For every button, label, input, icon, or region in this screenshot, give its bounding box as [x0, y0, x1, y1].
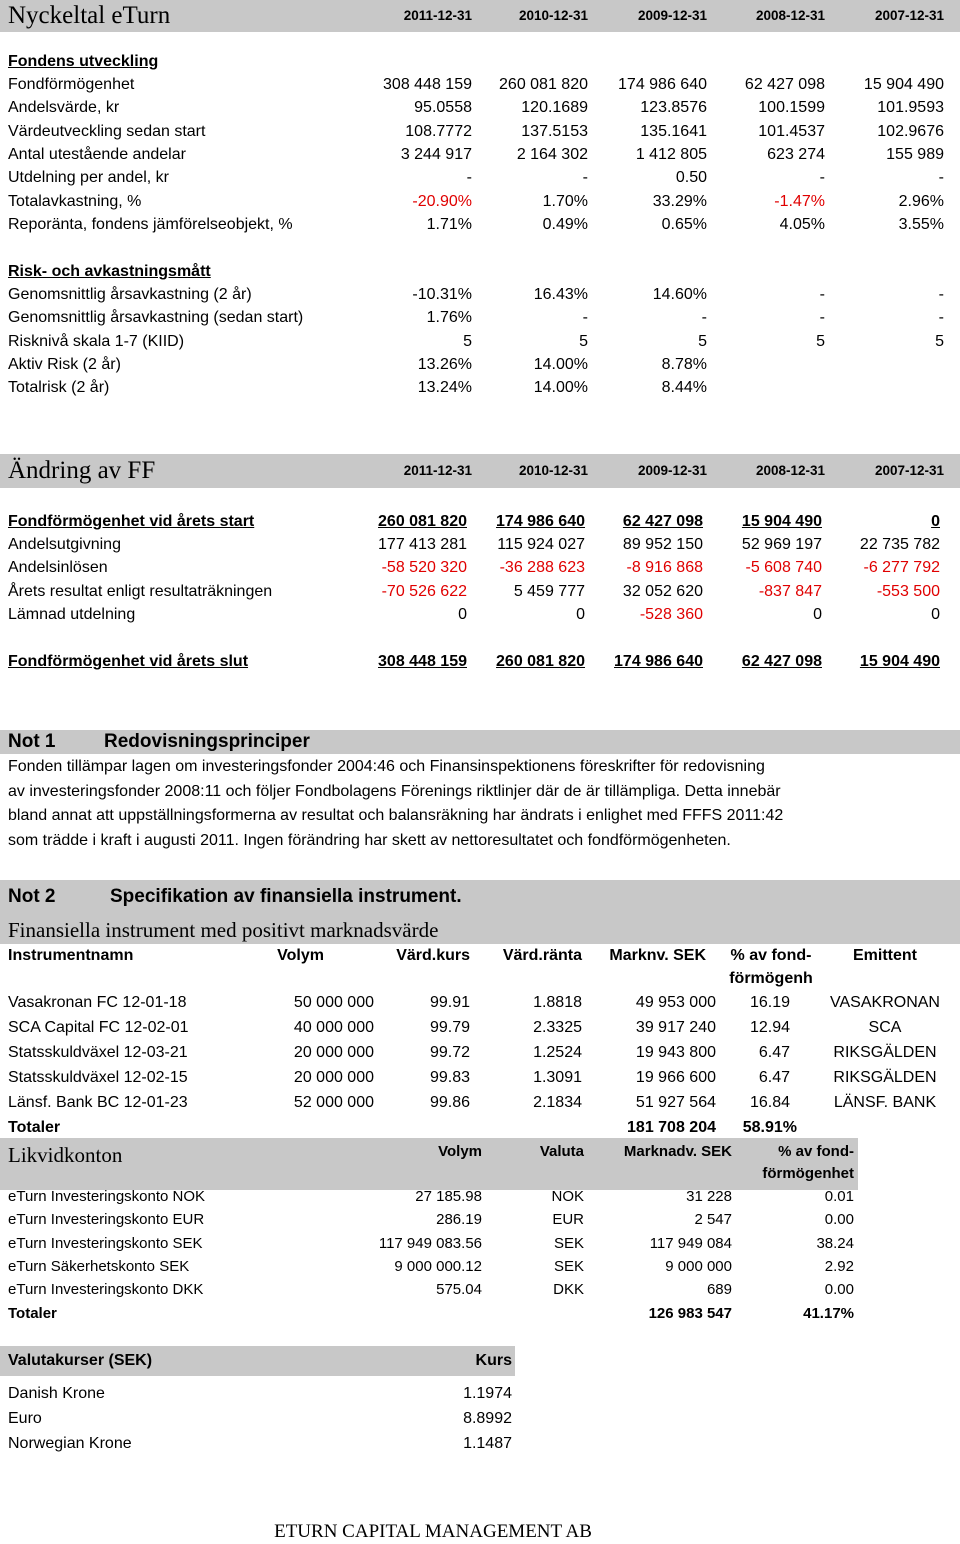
row-value: 15 904 490 — [741, 513, 822, 530]
market-value: 19 966 600 — [635, 1068, 716, 1086]
row-value: 308 448 159 — [378, 653, 467, 670]
row-value: -553 500 — [876, 582, 940, 600]
issuer: LÄNSF. BANK — [833, 1093, 937, 1111]
exchange-rate: 1.1974 — [463, 1385, 512, 1402]
account-name: eTurn Säkerhetskonto SEK — [8, 1257, 190, 1275]
row-value: 177 413 281 — [378, 536, 467, 553]
column-header: Instrumentnamn — [8, 947, 134, 964]
market-value: 689 — [706, 1281, 732, 1299]
market-value: 49 953 000 — [635, 994, 716, 1011]
row-value: 308 448 159 — [383, 76, 472, 93]
column-header: Volym — [277, 947, 324, 964]
row-value: -70 526 622 — [381, 582, 467, 600]
row-value: 14.60% — [652, 286, 707, 303]
row-value: 2 164 302 — [516, 145, 588, 163]
total-percent: 58.91% — [742, 1118, 797, 1136]
not2-subtitle: Finansiella instrument med positivt marknadsvärde — [8, 918, 439, 942]
instrument-name: Vasakronan FC 12-01-18 — [8, 994, 187, 1011]
fund-percent: 16.84 — [749, 1093, 790, 1111]
row-value: 5 459 777 — [513, 582, 585, 600]
value-interest: 1.2524 — [533, 1043, 582, 1061]
row-value: 15 904 490 — [863, 76, 944, 93]
paragraph-line: som trädde i kraft i augusti 2011. Ingen förändring har skett av nettoresultatet och fondförmögenheten. — [8, 831, 731, 849]
volume: 20 000 000 — [293, 1043, 374, 1061]
row-value: 260 081 820 — [499, 76, 588, 93]
likvid-title: Likvidkonton — [8, 1143, 123, 1167]
row-value: 8.44% — [661, 379, 707, 397]
volume: 52 000 000 — [293, 1093, 374, 1111]
row-value: 14.00% — [533, 379, 588, 397]
row-value: - — [582, 309, 588, 327]
account-name: eTurn Investeringskonto EUR — [8, 1211, 205, 1229]
row-value: 13.26% — [417, 355, 472, 373]
currency-name: Norwegian Krone — [8, 1435, 132, 1452]
row-value: -837 847 — [758, 582, 822, 600]
row-value: - — [819, 309, 825, 327]
currency: NOK — [551, 1188, 584, 1205]
row-value: 1.71% — [426, 215, 472, 233]
row-value: 0.49% — [542, 215, 588, 233]
volume: 20 000 000 — [293, 1068, 374, 1086]
row-value: -8 916 868 — [626, 559, 703, 577]
currency: EUR — [552, 1211, 584, 1229]
row-value: 100.1599 — [758, 99, 825, 117]
row-value: - — [819, 169, 825, 187]
value-interest: 1.8818 — [533, 994, 582, 1011]
row-value: 15 904 490 — [859, 653, 940, 670]
row-label: Genomsnittlig årsavkastning (2 år) — [8, 286, 252, 303]
fund-percent: 6.47 — [758, 1043, 790, 1061]
currency-name: Danish Krone — [8, 1385, 105, 1402]
value-rate: 99.83 — [429, 1068, 470, 1086]
row-value: -36 288 623 — [499, 559, 585, 577]
row-value: 155 989 — [886, 145, 944, 163]
row-label: Genomsnittlig årsavkastning (sedan start) — [8, 309, 304, 327]
fund-percent: 2.92 — [824, 1257, 854, 1275]
row-value: 623 274 — [767, 145, 825, 163]
column-header: Emittent — [853, 947, 917, 964]
fund-percent: 16.19 — [749, 994, 790, 1011]
value-interest: 2.1834 — [533, 1093, 582, 1111]
instrument-name: Statsskuldväxel 12-03-21 — [8, 1043, 188, 1061]
date-header: 2008-12-31 — [755, 463, 825, 478]
volume: 9 000 000.12 — [394, 1257, 482, 1275]
not1-number: Not 1 — [8, 731, 56, 752]
total-percent: 41.17% — [803, 1304, 854, 1322]
row-value: 3.55% — [898, 215, 944, 233]
row-value: 32 052 620 — [622, 582, 703, 600]
row-label: Antal utestående andelar — [8, 145, 186, 163]
account-name: eTurn Investeringskonto NOK — [8, 1188, 206, 1205]
row-value: 5 — [698, 332, 707, 350]
valuta-header-label: Valutakurser (SEK) — [8, 1352, 153, 1369]
row-label: Fondförmögenhet vid årets slut — [8, 653, 249, 670]
row-value: -10.31% — [412, 286, 472, 303]
row-value: 102.9676 — [877, 122, 944, 140]
row-value: 0.65% — [661, 215, 707, 233]
row-label: Reporänta, fondens jämförelseobjekt, % — [8, 215, 293, 233]
section-heading-fondens-utveckling: Fondens utveckling — [8, 53, 159, 70]
row-value: 0.50 — [675, 169, 707, 187]
not2-number: Not 2 — [8, 886, 56, 907]
row-value: 4.05% — [779, 215, 825, 233]
row-label: Värdeutveckling sedan start — [8, 122, 206, 140]
volume: 286.19 — [436, 1211, 482, 1229]
row-value: 5 — [816, 332, 825, 350]
nyckeltal-title: Nyckeltal eTurn — [8, 2, 171, 29]
row-value: 62 427 098 — [622, 513, 703, 530]
row-value: 22 735 782 — [859, 536, 940, 553]
issuer: RIKSGÄLDEN — [833, 1043, 937, 1061]
row-value: 14.00% — [533, 355, 588, 373]
row-value: 1.70% — [542, 192, 588, 210]
row-value: 89 952 150 — [622, 536, 703, 553]
row-label: Fondförmögenhet — [8, 76, 135, 93]
row-label: Fondförmögenhet vid årets start — [8, 513, 255, 530]
volume: 27 185.98 — [415, 1188, 482, 1205]
row-label: Andelsvärde, kr — [8, 99, 120, 117]
row-value: 3 244 917 — [400, 145, 472, 163]
footer-company: ETURN CAPITAL MANAGEMENT AB — [274, 1521, 592, 1542]
row-value: - — [938, 309, 944, 327]
paragraph-line: bland annat att uppställningsformerna av resultat och balansräkning har ändrats i enlighet med FFFS 2011:42 — [8, 807, 784, 825]
date-header: 2011-12-31 — [403, 463, 472, 478]
value-rate: 99.72 — [429, 1043, 470, 1061]
fund-percent: 6.47 — [758, 1068, 790, 1086]
row-label: Utdelning per andel, kr — [8, 169, 169, 187]
value-rate: 99.86 — [429, 1093, 470, 1111]
row-value: -6 277 792 — [863, 559, 940, 577]
date-header: 2011-12-31 — [403, 8, 472, 23]
andring-title: Ändring av FF — [8, 457, 156, 484]
date-header: 2007-12-31 — [874, 463, 944, 478]
total-value: 126 983 547 — [648, 1304, 732, 1322]
not2-title: Specifikation av finansiella instrument. — [110, 886, 462, 907]
row-value: 62 427 098 — [744, 76, 825, 93]
column-header: Volym — [438, 1143, 482, 1160]
issuer: RIKSGÄLDEN — [833, 1068, 937, 1086]
row-label: Risknivå skala 1-7 (KIID) — [8, 332, 185, 350]
instrument-name: Länsf. Bank BC 12-01-23 — [8, 1093, 188, 1111]
volume: 575.04 — [436, 1281, 482, 1299]
row-value: 1.76% — [426, 309, 472, 327]
column-header: Valuta — [539, 1143, 584, 1160]
section-heading-risk: Risk- och avkastningsmått — [8, 263, 211, 280]
exchange-rate: 8.8992 — [463, 1410, 512, 1427]
row-value: 123.8576 — [640, 99, 707, 117]
row-value: 1 412 805 — [635, 145, 707, 163]
volume: 117 949 083.56 — [378, 1234, 482, 1252]
row-value: 5 — [935, 332, 944, 350]
account-name: eTurn Investeringskonto DKK — [8, 1281, 204, 1299]
instrument-name: SCA Capital FC 12-02-01 — [8, 1018, 189, 1036]
row-value: 0 — [931, 605, 940, 623]
value-rate: 99.79 — [429, 1018, 470, 1036]
value-rate: 99.91 — [429, 994, 470, 1011]
fund-percent: 12.94 — [749, 1018, 790, 1036]
row-value: -5 608 740 — [745, 559, 822, 577]
row-label: Lämnad utdelning — [8, 605, 136, 623]
row-value: 174 986 640 — [496, 513, 585, 530]
row-value: 0 — [813, 605, 822, 623]
date-header: 2008-12-31 — [755, 8, 825, 23]
row-value: 260 081 820 — [378, 513, 467, 530]
row-value: 115 924 027 — [497, 536, 585, 553]
value-interest: 2.3325 — [533, 1018, 582, 1036]
row-value: 174 986 640 — [614, 653, 703, 670]
date-header: 2010-12-31 — [518, 463, 588, 478]
row-value: 62 427 098 — [741, 653, 822, 670]
row-value: - — [938, 169, 944, 187]
market-value: 9 000 000 — [665, 1257, 732, 1275]
row-label: Andelsutgivning — [8, 536, 121, 553]
row-value: 101.9593 — [877, 99, 944, 117]
column-header: Värd.kurs — [396, 947, 470, 964]
currency: SEK — [553, 1257, 584, 1275]
volume: 50 000 000 — [293, 994, 374, 1011]
row-value: - — [938, 286, 944, 303]
row-value: 95.0558 — [414, 99, 472, 117]
row-value: 120.1689 — [521, 99, 588, 117]
exchange-rate: 1.1487 — [463, 1435, 512, 1452]
row-value: 0 — [458, 605, 467, 623]
row-label: Årets resultat enligt resultaträkningen — [8, 582, 273, 600]
column-header: % av fond- — [778, 1143, 854, 1160]
row-value: 101.4537 — [758, 122, 825, 140]
row-value: -528 360 — [639, 605, 703, 623]
fund-percent: 0.00 — [824, 1281, 854, 1299]
row-value: 5 — [463, 332, 472, 350]
row-value: 16.43% — [533, 286, 588, 303]
volume: 40 000 000 — [293, 1018, 374, 1036]
currency: DKK — [553, 1281, 584, 1299]
column-header: Värd.ränta — [502, 947, 582, 964]
column-header: Marknadv. SEK — [623, 1143, 732, 1160]
column-header: Marknv. SEK — [609, 947, 706, 964]
row-value: 174 986 640 — [618, 76, 707, 93]
row-label: Totalrisk (2 år) — [8, 379, 110, 397]
row-value: - — [819, 286, 825, 303]
date-header: 2009-12-31 — [637, 463, 707, 478]
market-value: 2 547 — [694, 1211, 732, 1229]
market-value: 31 228 — [686, 1188, 732, 1205]
row-value: 8.78% — [661, 355, 707, 373]
row-value: -20.90% — [412, 192, 472, 210]
row-value: 108.7772 — [405, 122, 472, 140]
row-value: 0 — [576, 605, 585, 623]
row-value: - — [466, 169, 472, 187]
date-header: 2009-12-31 — [637, 8, 707, 23]
row-label: Totalavkastning, % — [8, 192, 142, 210]
date-header: 2007-12-31 — [874, 8, 944, 23]
market-value: 19 943 800 — [635, 1043, 716, 1061]
market-value: 39 917 240 — [635, 1018, 716, 1036]
row-label: Andelsinlösen — [8, 559, 108, 577]
paragraph-line: av investeringsfonder 2008:11 och följer Fondbolagens Förenings riktlinjer där de är tillämpliga. Detta innebär — [8, 782, 781, 800]
paragraph-line: Fonden tillämpar lagen om investeringsfonder 2004:46 och Finansinspektionens föreskrifter för redovisning — [8, 758, 765, 775]
fund-percent: 38.24 — [816, 1234, 854, 1252]
column-header: % av fond- — [730, 947, 812, 964]
row-value: 135.1641 — [640, 122, 707, 140]
total-label: Totaler — [8, 1304, 57, 1322]
row-value: 13.24% — [417, 379, 472, 397]
column-header: förmögenhet — [762, 1165, 854, 1182]
valuta-header-rate: Kurs — [475, 1352, 512, 1369]
value-interest: 1.3091 — [533, 1068, 582, 1086]
date-header: 2010-12-31 — [518, 8, 588, 23]
issuer: SCA — [868, 1018, 902, 1036]
total-label: Totaler — [8, 1118, 61, 1136]
fund-percent: 0.00 — [824, 1211, 854, 1229]
row-value: -58 520 320 — [381, 559, 467, 577]
row-value: 260 081 820 — [496, 653, 585, 670]
account-name: eTurn Investeringskonto SEK — [8, 1234, 203, 1252]
fund-percent: 0.01 — [824, 1188, 854, 1205]
row-label: Aktiv Risk (2 år) — [8, 355, 121, 373]
market-value: 117 949 084 — [649, 1234, 732, 1252]
market-value: 51 927 564 — [635, 1093, 716, 1111]
row-value: 33.29% — [652, 192, 707, 210]
row-value: -1.47% — [774, 192, 825, 210]
column-header: förmögenh — [729, 970, 813, 987]
row-value: 2.96% — [898, 192, 944, 210]
not1-title: Redovisningsprinciper — [104, 731, 310, 752]
currency-name: Euro — [8, 1410, 42, 1427]
row-value: - — [701, 309, 707, 327]
row-value: 5 — [579, 332, 588, 350]
row-value: - — [582, 169, 588, 187]
issuer: VASAKRONAN — [830, 994, 940, 1011]
currency: SEK — [553, 1234, 584, 1252]
row-value: 137.5153 — [521, 122, 588, 140]
row-value: 0 — [931, 513, 940, 530]
instrument-name: Statsskuldväxel 12-02-15 — [8, 1068, 188, 1086]
total-value: 181 708 204 — [627, 1118, 716, 1136]
row-value: 52 969 197 — [741, 536, 822, 553]
